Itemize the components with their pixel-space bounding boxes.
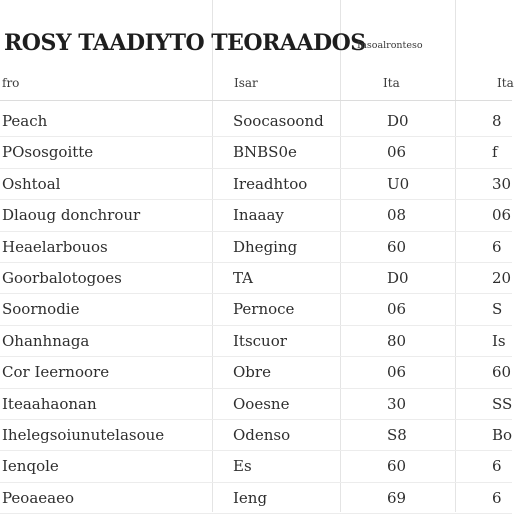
table-row: [0, 357, 512, 388]
page-subtitle: Insoalronteso: [357, 40, 423, 51]
column-header-row: [0, 70, 512, 101]
row-extra-cell: 60: [492, 363, 512, 382]
page-title: ROSY TAADIYTO TEORAADOS: [4, 30, 366, 56]
row-value-cell: U0: [387, 174, 410, 193]
row-type-cell: Pernoce: [233, 300, 295, 319]
row-value-cell: 30: [387, 394, 407, 413]
row-value-cell: D0: [387, 268, 409, 287]
row-name-cell: Dlaoug donchrour: [2, 206, 141, 225]
table-row: [0, 169, 512, 200]
table-row: [0, 451, 512, 482]
row-name-cell: Ihelegsoiunutelasoue: [2, 425, 165, 444]
table-row: [0, 294, 512, 325]
table-body: [0, 106, 512, 514]
row-name-cell: Ienqole: [2, 457, 59, 476]
row-name-cell: Cor Ieernoore: [2, 363, 110, 382]
column-header-1: fro: [2, 76, 20, 90]
row-extra-cell: 6: [492, 457, 502, 476]
table-header: [0, 0, 512, 78]
row-name-cell: Soornodie: [2, 300, 80, 319]
column-header-2: Isar: [234, 76, 258, 90]
row-extra-cell: SS: [492, 394, 513, 413]
table-row: [0, 106, 512, 137]
row-extra-cell: 20: [492, 268, 512, 287]
row-name-cell: Iteaahaonan: [2, 394, 97, 413]
row-extra-cell: Bo: [492, 425, 513, 444]
row-name-cell: POsosgoitte: [2, 143, 94, 162]
row-extra-cell: 30: [492, 174, 512, 193]
row-value-cell: 06: [387, 143, 407, 162]
row-type-cell: Es: [233, 457, 252, 476]
table-row: [0, 420, 512, 451]
table-row: [0, 200, 512, 231]
row-extra-cell: f: [492, 143, 498, 162]
row-extra-cell: Is: [492, 331, 506, 350]
row-value-cell: S8: [387, 425, 407, 444]
row-type-cell: Ireadhtoo: [233, 174, 308, 193]
row-extra-cell: 8: [492, 112, 502, 130]
table-row: [0, 389, 512, 420]
row-type-cell: Soocasoond: [233, 112, 324, 130]
row-name-cell: Ohanhnaga: [2, 331, 90, 350]
row-type-cell: Obre: [233, 363, 271, 382]
table-row: [0, 137, 512, 168]
row-name-cell: Peoaeaeo: [2, 488, 74, 507]
row-value-cell: 06: [387, 363, 407, 382]
row-name-cell: Heaelarbouos: [2, 237, 108, 256]
row-type-cell: Odenso: [233, 425, 291, 444]
table-row: [0, 483, 512, 514]
row-extra-cell: S: [492, 300, 503, 319]
row-value-cell: D0: [387, 112, 409, 130]
table-row: [0, 326, 512, 357]
row-value-cell: 80: [387, 331, 407, 350]
row-type-cell: Dheging: [233, 237, 298, 256]
row-value-cell: 60: [387, 237, 407, 256]
row-extra-cell: 6: [492, 488, 502, 507]
row-value-cell: 69: [387, 488, 407, 507]
row-type-cell: BNBS0e: [233, 143, 297, 162]
row-extra-cell: 06: [492, 206, 512, 225]
row-name-cell: Goorbalotogoes: [2, 268, 122, 287]
row-name-cell: Oshtoal: [2, 174, 61, 193]
row-value-cell: 08: [387, 206, 407, 225]
row-type-cell: TA: [233, 268, 254, 287]
column-header-3: Ita: [383, 76, 400, 90]
row-value-cell: 60: [387, 457, 407, 476]
column-header-4: Ita: [497, 76, 514, 90]
row-value-cell: 06: [387, 300, 407, 319]
row-type-cell: Itscuor: [233, 331, 287, 350]
row-type-cell: Ooesne: [233, 394, 290, 413]
row-type-cell: Inaaay: [233, 206, 284, 225]
row-name-cell: Peach: [2, 112, 48, 130]
row-extra-cell: 6: [492, 237, 502, 256]
table-row: [0, 232, 512, 263]
row-type-cell: Ieng: [233, 488, 268, 507]
table-row: [0, 263, 512, 294]
